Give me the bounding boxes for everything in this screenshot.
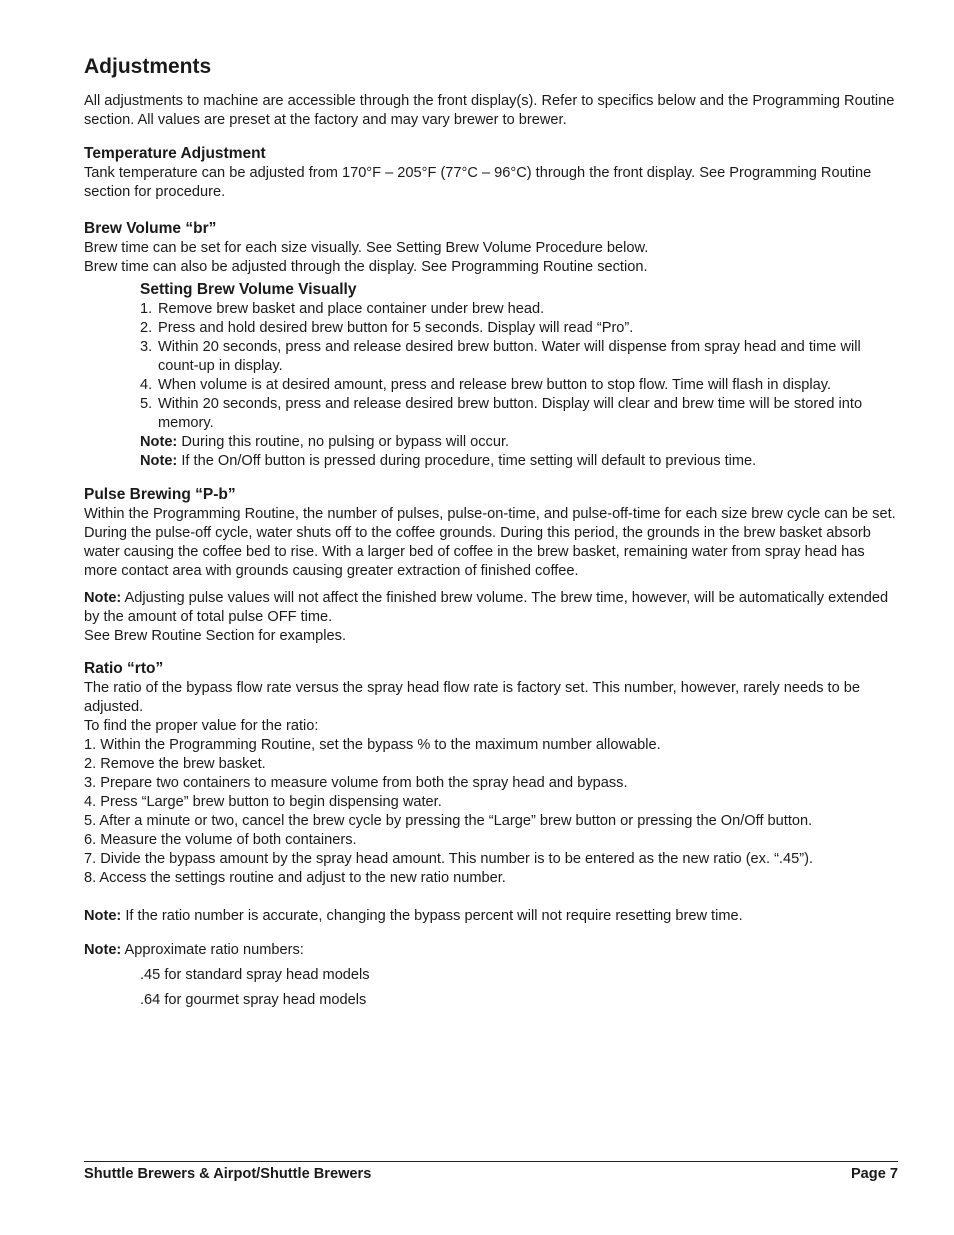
visual-steps-list — [140, 300, 898, 433]
temperature-section — [84, 144, 898, 202]
ratio-steps-list — [84, 736, 898, 888]
list-item: 3. Prepare two containers to measure volume from both the spray head and bypass. — [84, 775, 628, 791]
ratio-value-gourmet: .64 for gourmet spray head models — [140, 992, 367, 1008]
ratio-note-2: Note: Approximate ratio numbers: — [84, 942, 304, 958]
footer-title: Shuttle Brewers & Airpot/Shuttle Brewers — [84, 1166, 372, 1182]
list-item: 2. Remove the brew basket. — [84, 756, 266, 772]
document-page — [84, 54, 898, 1010]
ratio-note-1: Note: If the ratio number is accurate, changing the bypass percent will not require resetting brew time. — [84, 908, 743, 924]
ratio-heading: Ratio “rto” — [84, 660, 164, 677]
visual-heading: Setting Brew Volume Visually — [140, 281, 357, 298]
list-item: 8. Access the settings routine and adjust to the new ratio number. — [84, 870, 506, 886]
list-item: 1. Within the Programming Routine, set the bypass % to the maximum number allowable. — [84, 737, 661, 753]
intro-paragraph: All adjustments to machine are accessible through the front display(s). Refer to specifics below and the Programming Routine section. All values are preset at the factory and may vary brewer to brewer. — [84, 93, 895, 128]
temperature-heading: Temperature Adjustment — [84, 145, 266, 162]
ratio-text1: The ratio of the bypass flow rate versus the spray head flow rate is factory set. This number, however, rarely needs to be adjusted. — [84, 680, 861, 715]
visual-note-2: Note: If the On/Off button is pressed during procedure, time setting will default to previous time. — [140, 453, 757, 469]
brew-volume-line2: Brew time can also be adjusted through the display. See Programming Routine section. — [84, 259, 648, 275]
pulse-heading: Pulse Brewing “P-b” — [84, 486, 236, 503]
visual-subsection — [84, 280, 898, 471]
page-number: Page 7 — [850, 1166, 898, 1182]
brew-volume-line1: Brew time can be set for each size visually. See Setting Brew Volume Procedure below. — [84, 240, 649, 256]
list-item: 3. Within 20 seconds, press and release desired brew button. Water will dispense from spray head and time will count-up in display. — [140, 339, 861, 374]
page-footer — [84, 1161, 898, 1184]
pulse-section — [84, 485, 898, 646]
list-item: 5. After a minute or two, cancel the brew cycle by pressing the “Large” brew button or pressing the On/Off button. — [84, 813, 813, 829]
ratio-text2: To find the proper value for the ratio: — [84, 718, 319, 734]
page-title: Adjustments — [84, 55, 212, 78]
list-item: 4. When volume is at desired amount, press and release brew button to stop flow. Time will flash in display. — [140, 377, 831, 393]
pulse-note: Note: Adjusting pulse values will not affect the finished brew volume. The brew time, however, will be automatically extended by the amount of total pulse OFF time. — [84, 590, 889, 625]
visual-note-1: Note: During this routine, no pulsing or bypass will occur. — [140, 434, 510, 450]
ratio-section — [84, 659, 898, 1010]
list-item: 4. Press “Large” brew button to begin dispensing water. — [84, 794, 442, 810]
temperature-text: Tank temperature can be adjusted from 170°F – 205°F (77°C – 96°C) through the front display. See Programming Routine section for procedure. — [84, 165, 872, 200]
list-item: 5. Within 20 seconds, press and release desired brew button. Display will clear and brew time will be stored into memory. — [140, 396, 863, 431]
brew-volume-heading: Brew Volume “br” — [84, 220, 217, 237]
ratio-value-standard: .45 for standard spray head models — [140, 967, 370, 983]
pulse-text: Within the Programming Routine, the number of pulses, pulse-on-time, and pulse-off-time for each size brew cycle can be set. During the pulse-off cycle, water shuts off to the coffee grounds. During this period, the grounds in the brew basket absorb water causing the coffee bed to rise. With a larger bed of coffee in the brew basket, remaining water from spray head has more contact area with grounds causing greater extraction of finished coffee. — [84, 506, 896, 579]
list-item: 1. Remove brew basket and place container under brew head. — [140, 301, 545, 317]
list-item: 7. Divide the bypass amount by the spray head amount. This number is to be entered as the new ratio (ex. “.45”). — [84, 851, 813, 867]
brew-volume-section — [84, 219, 898, 471]
list-item: 6. Measure the volume of both containers. — [84, 832, 357, 848]
pulse-see: See Brew Routine Section for examples. — [84, 628, 347, 644]
list-item: 2. Press and hold desired brew button for 5 seconds. Display will read “Pro”. — [140, 320, 634, 336]
